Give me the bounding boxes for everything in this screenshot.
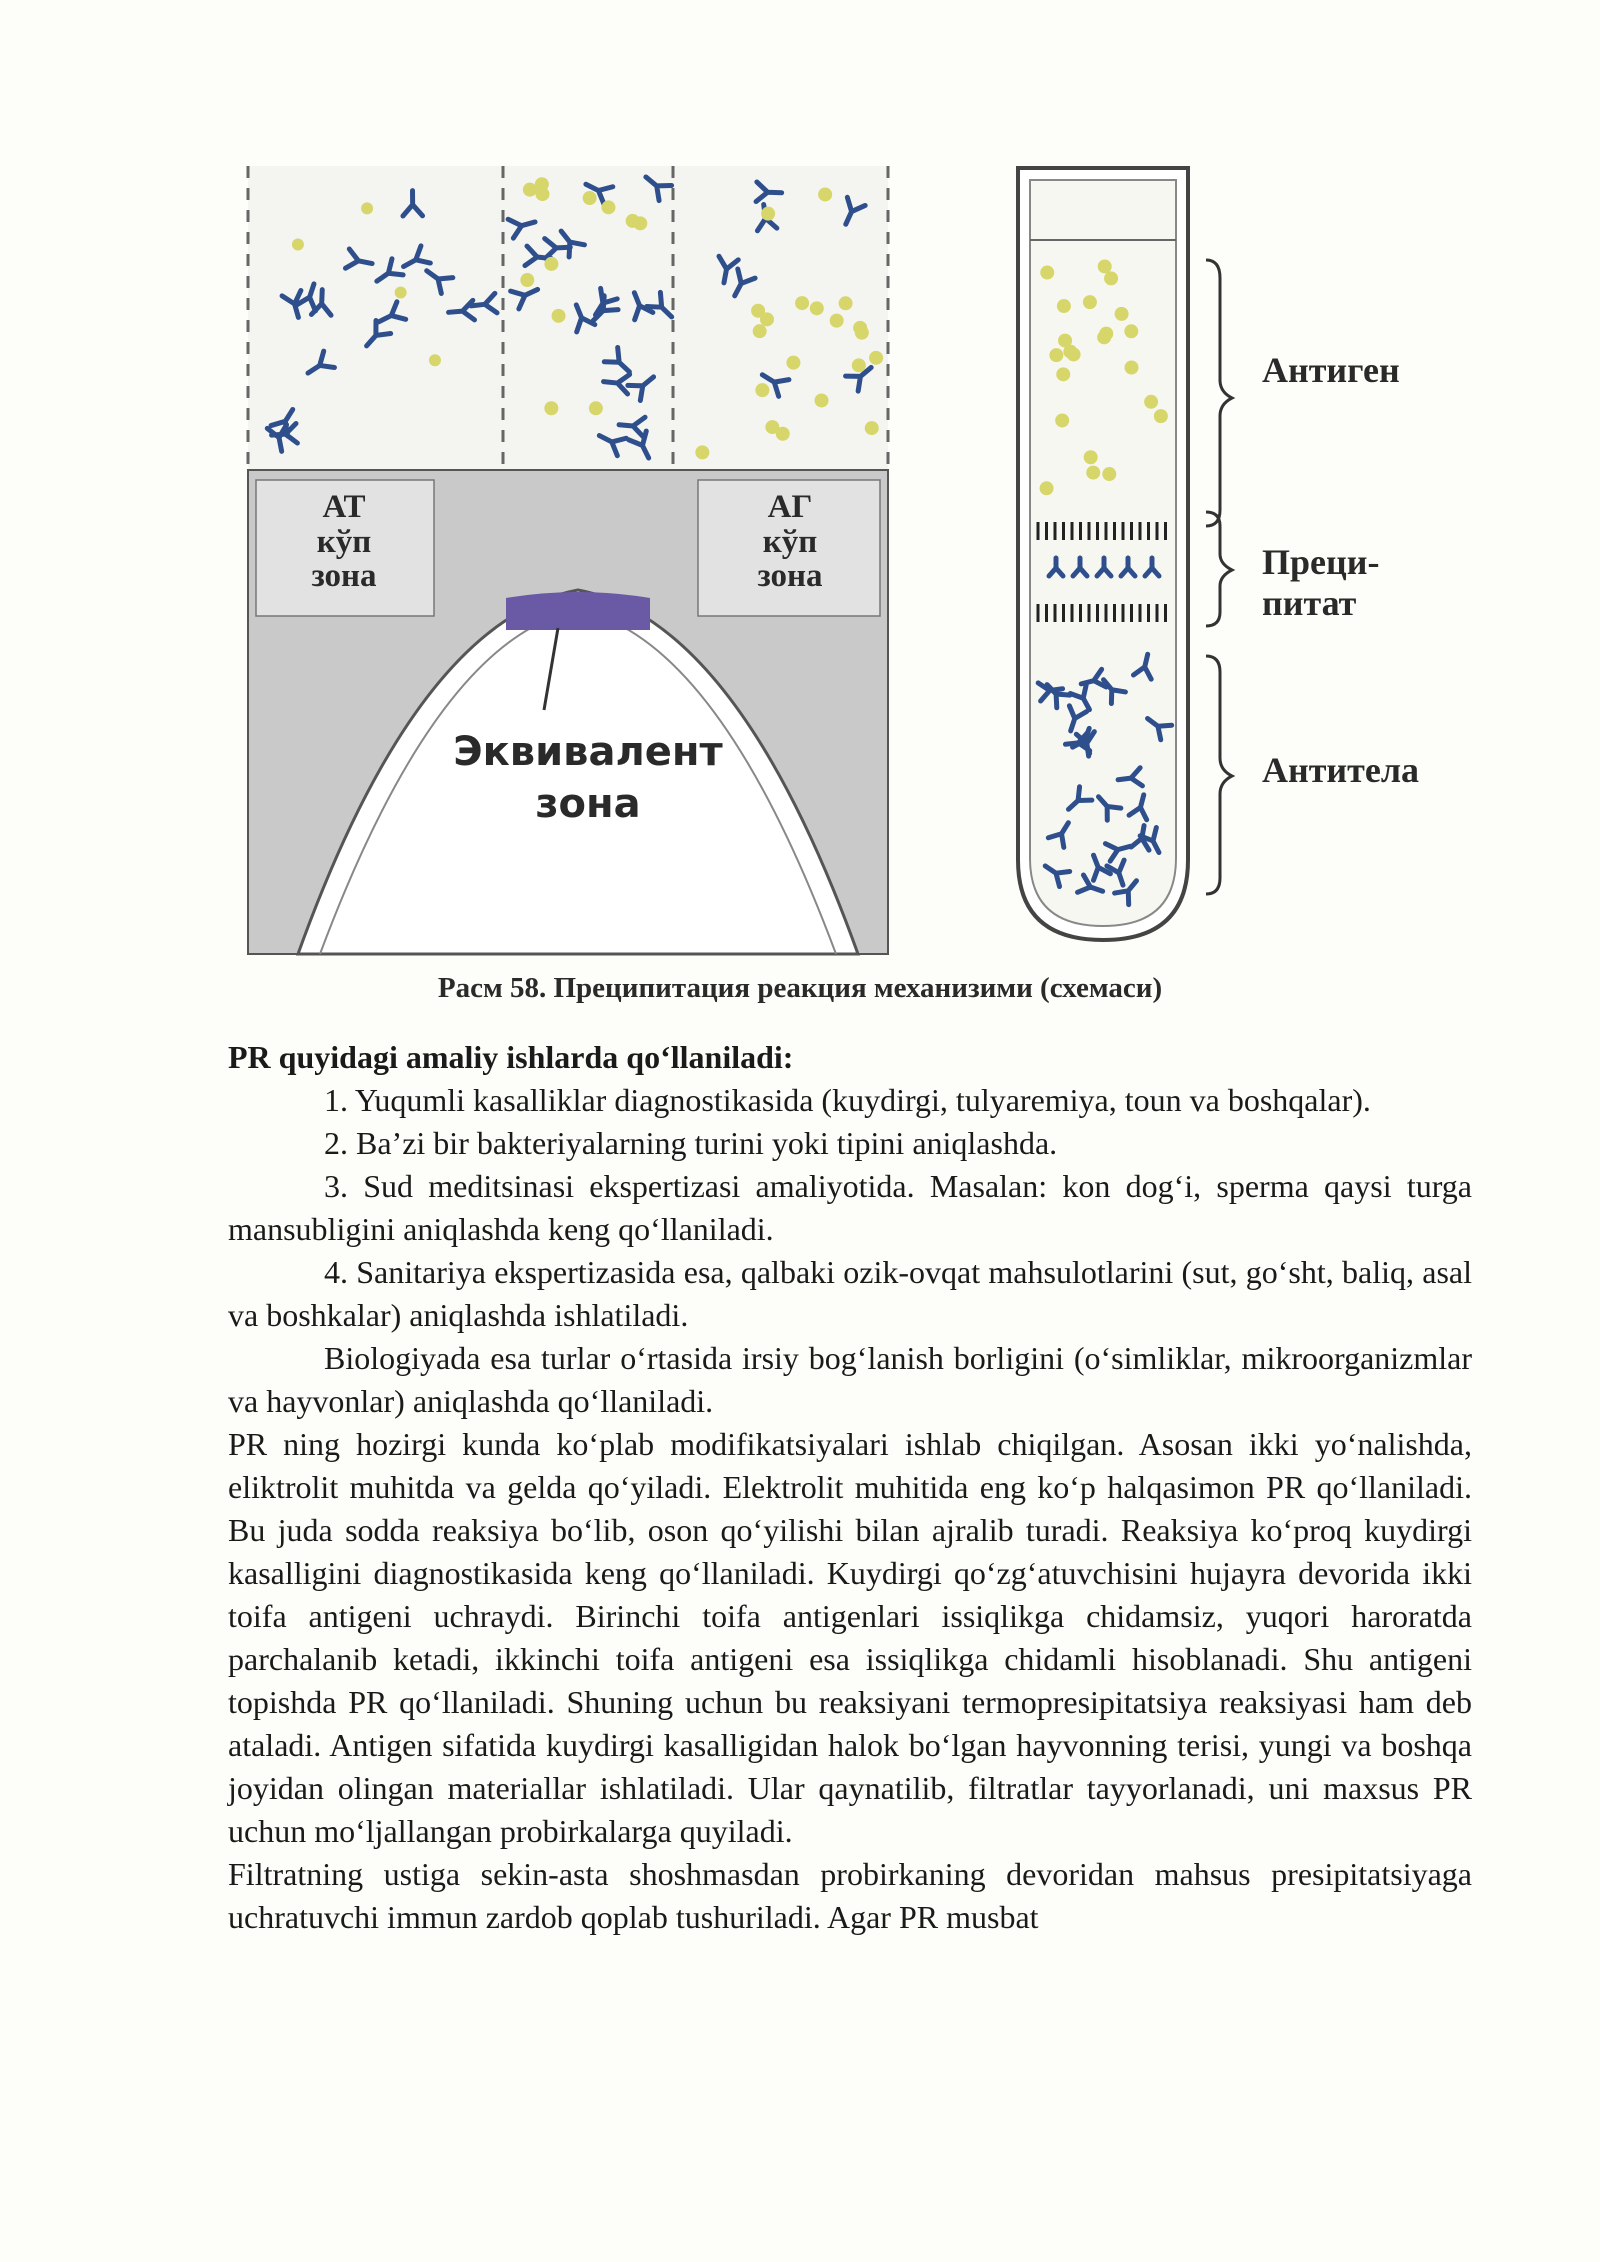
- antigen-mark: [1084, 450, 1098, 464]
- antigen-mark: [552, 309, 566, 323]
- antigen-mark: [535, 177, 549, 191]
- brace-precipitate: [1206, 512, 1232, 626]
- paragraph: 3. Sud meditsinasi ekspertizasi amaliyotida. Masalan: kon dog‘i, sperma qaysi turga mansubligini aniqlashda keng qo‘llaniladi.: [228, 1168, 1472, 1247]
- antigen-mark: [795, 296, 809, 310]
- label-ag-zone: АГ кўп зона: [757, 489, 823, 595]
- antigen-mark: [601, 200, 615, 214]
- figure-caption: Расм 58. Преципитация реакция механизими (схемаси): [437, 972, 1163, 1004]
- antigen-mark: [361, 202, 373, 214]
- antigen-mark: [1063, 345, 1077, 359]
- paragraph: 2. Ba’zi bir bakteriyalarning turini yoki tipini aniqlashda.: [324, 1125, 1058, 1161]
- antigen-mark: [1125, 360, 1139, 374]
- antigen-mark: [1102, 467, 1116, 481]
- antigen-mark: [755, 383, 769, 397]
- label-equivalent-zone: Эквивалент зона: [453, 729, 723, 827]
- antigen-mark: [810, 301, 824, 315]
- paragraph: Biologiyada esa turlar o‘rtasida irsiy bog‘lanish borligini (o‘simliklar, mikroorganizmlar va hayvonlar) aniqlashda qo‘llaniladi.: [228, 1340, 1472, 1419]
- label-at-zone: АТ кўп зона: [311, 489, 377, 595]
- label-precipitate: Преци- питат: [1262, 542, 1380, 624]
- antigen-mark: [589, 401, 603, 415]
- brace-antibody: [1206, 656, 1232, 894]
- paragraph: Filtratning ustiga sekin-asta shoshmasdan probirkaning devoridan mahsus presipitatsiyaga uchratuvchi immun zardob qoplab tushuriladi. Agar PR musbat: [228, 1856, 1472, 1935]
- antigen-mark: [292, 238, 304, 250]
- antigen-mark: [1115, 307, 1129, 321]
- antigen-mark: [1056, 367, 1070, 381]
- antigen-mark: [395, 286, 407, 298]
- antigen-mark: [1057, 299, 1071, 313]
- antigen-mark: [855, 326, 869, 340]
- antigen-mark: [429, 354, 441, 366]
- paragraph: PR ning hozirgi kunda ko‘plab modifikatsiyalari ishlab chiqilgan. Asosan ikki yo‘nalishda, eliktrolit muhitda va gelda qo‘yiladi. Elektrolit muhitida eng ko‘p halqasimon PR qo‘llaniladi. Bu juda sodda reaksiya bo‘lib, oson qo‘yilishi bilan ajralib turadi. Reaksiya ko‘proq kuydirgi kasalligini diagnostikasida keng qo‘llaniladi. Kuydirgi qo‘zg‘atuvchisini hujayra devorida ikki toifa antigeni uchraydi. Birinchi toifa antigenlari issiqlikga chidamsiz, yuqori haroratda parchalanib ketadi, ikkinchi toifa antigeni esa issiqlikga chidamli hisoblanadi. Shu antigeni topishda PR qo‘llaniladi. Shuning uchun bu reaksiyani termopresipitatsiya reaksiyasi ham deb ataladi. Antigen sifatida kuydirgi kasalligidan halok bo‘lgan hayvonning terisi, yungi va boshqa joyidan olingan materiallar ishlatiladi. Ular qaynatilib, filtratlar tayyorlanadi, uni maxsus PR uchun mo‘ljallangan probirkalarga quyiladi.: [228, 1426, 1472, 1849]
- precipitate-band: [506, 592, 650, 630]
- antigen-mark: [1040, 266, 1054, 280]
- body-text: [228, 1036, 1472, 1939]
- antigen-mark: [1104, 271, 1118, 285]
- antigen-mark: [761, 207, 775, 221]
- antigen-mark: [751, 304, 765, 318]
- antigen-mark: [1055, 413, 1069, 427]
- antigen-mark: [1049, 348, 1063, 362]
- antigen-mark: [1097, 330, 1111, 344]
- antigen-mark: [520, 273, 534, 287]
- antigen-mark: [765, 420, 779, 434]
- antigen-mark: [583, 191, 597, 205]
- section-heading: PR quyidagi amaliy ishlarda qo‘llaniladi:: [228, 1039, 794, 1075]
- antigen-mark: [1098, 259, 1112, 273]
- antigen-mark: [544, 257, 558, 271]
- precipitation-figure: [238, 160, 1478, 960]
- antigen-mark: [1083, 295, 1097, 309]
- antigen-mark: [865, 421, 879, 435]
- label-antigen: Антиген: [1262, 350, 1400, 390]
- antigen-mark: [544, 401, 558, 415]
- paragraph: 1. Yuqumli kasalliklar diagnostikasida (kuydirgi, tulyaremiya, toun va boshqalar).: [324, 1082, 1371, 1118]
- antigen-mark: [852, 358, 866, 372]
- antigen-mark: [869, 351, 883, 365]
- antigen-mark: [1124, 324, 1138, 338]
- antigen-mark: [839, 296, 853, 310]
- brace-antigen: [1206, 260, 1232, 526]
- antigen-mark: [815, 393, 829, 407]
- antigen-mark: [523, 183, 537, 197]
- label-antibody: Антитела: [1262, 750, 1420, 790]
- antigen-mark: [830, 314, 844, 328]
- paragraph: 4. Sanitariya ekspertizasida esa, qalbaki ozik-ovqat mahsulotlarini (sut, go‘sht, baliq, asal va boshkalar) aniqlashda ishlatiladi.: [228, 1254, 1472, 1333]
- antigen-mark: [1144, 395, 1158, 409]
- antigen-mark: [786, 356, 800, 370]
- antigen-mark: [695, 445, 709, 459]
- antigen-mark: [818, 187, 832, 201]
- test-tube-inner: [1030, 180, 1176, 926]
- antigen-mark: [1086, 466, 1100, 480]
- antigen-mark: [1154, 409, 1168, 423]
- antigen-mark: [626, 214, 640, 228]
- antigen-mark: [753, 324, 767, 338]
- antigen-mark: [1040, 481, 1054, 495]
